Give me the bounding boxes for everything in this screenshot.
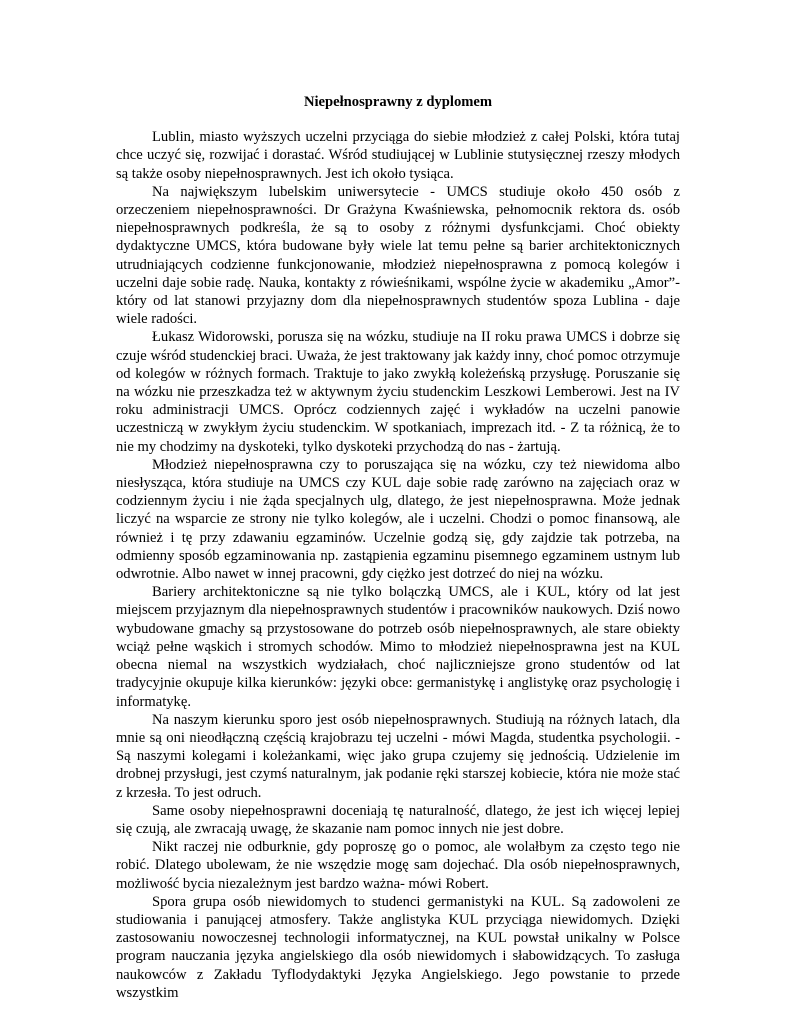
document-page [116, 93, 680, 1002]
paragraph-2: Na największym lubelskim uniwersytecie - UMCS studiuje około 450 osób z orzeczeniem niepełnosprawności. Dr Grażyna Kwaśniewska, pełnomocnik rektora ds. osób niepełnosprawnych podkreśla, że są to osoby z różnymi dysfunkcjami. Choć obiekty dydaktyczne UMCS, która budowane były wiele lat temu pełne są barier architektonicznych utrudniających codzienne funkcjonowanie, młodzież niepełnosprawna z pomocą kolegów i uczelni daje sobie radę. Nauka, kontakty z rówieśnikami, wspólne życie w akademiku „Amor”- który od lat stanowi przyjazny dom dla niepełnosprawnych studentów spoza Lublina - daje wiele radości. [116, 183, 680, 328]
paragraph-7: Same osoby niepełnosprawni doceniają tę naturalność, dlatego, że jest ich więcej lepiej się czują, ale zwracają uwagę, że skazanie nam pomoc innych nie jest dobre. [116, 802, 680, 837]
paragraph-5: Bariery architektoniczne są nie tylko bolączką UMCS, ale i KUL, który od lat jest miejscem przyjaznym dla niepełnosprawnych studentów i pracowników naukowych. Dziś nowo wybudowane gmachy są przystosowane do potrzeb osób niepełnosprawnych, ale stare obiekty wciąż pełne wąskich i stromych schodów. Mimo to młodzież niepełnosprawna jest na KUL obecna niemal na wszystkich wydziałach, choć najliczniejsze grono studentów od lat tradycyjnie okupuje kilka kierunków: języki obce: germanistykę i anglistykę oraz psychologię i informatykę. [116, 584, 680, 710]
paragraph-4: Młodzież niepełnosprawna czy to poruszająca się na wózku, czy też niewidoma albo niesłysząca, która studiuje na UMCS czy KUL daje sobie radę zarówno na zajęciach oraz w codziennym życiu i nie żąda specjalnych ulg, dlatego, że jest niepełnosprawna. Może jednak liczyć na wsparcie ze strony nie tylko kolegów, ale i uczelni. Chodzi o pomoc finansową, ale również i tę przy zdawaniu egzaminów. Uczelnie godzą się, gdy zajdzie tak potrzeba, na odmienny sposób egzaminowania np. zastąpienia egzaminu pisemnego egzaminem ustnym lub odwrotnie. Albo nawet w innej pracowni, gdy ciężko jest dotrzeć do niej na wózku. [116, 456, 680, 583]
paragraph-8: Nikt raczej nie odburknie, gdy poproszę go o pomoc, ale wolałbym za często tego nie robić. Dlatego ubolewam, że nie wszędzie mogę sam dojechać. Dla osób niepełnosprawnych, możliwość bycia niezależnym jest bardzo ważna- mówi Robert. [116, 839, 680, 892]
paragraph-6: Na naszym kierunku sporo jest osób niepełnosprawnych. Studiują na różnych latach, dla mnie są oni nieodłączną częścią krajobrazu tej uczelni - mówi Magda, studentka psychologii. - Są naszymi kolegami i koleżankami, więc jako grupa czujemy się jednością. Udzielenie im drobnej przysługi, jest czymś naturalnym, jak podanie ręki starszej kobiecie, która nie może stać z krzesła. To jest odruch. [116, 711, 680, 801]
paragraph-1: Lublin, miasto wyższych uczelni przyciąga do siebie młodzież z całej Polski, która tutaj chce uczyć się, rozwijać i dorastać. Wśród studiującej w Lublinie stutysięcznej rzeszy młodych są także osoby niepełnosprawnych. Jest ich około tysiąca. [116, 129, 680, 182]
paragraph-9: Spora grupa osób niewidomych to studenci germanistyki na KUL. Są zadowoleni ze studiowania i panującej atmosfery. Także anglistyka KUL przyciąga niewidomych. Dzięki zastosowaniu nowoczesnej technologii informatycznej, na KUL powstał unikalny w Polsce program nauczania języka angielskiego dla osób niewidomych i słabowidzących. To zasługa naukowców z Zakładu Tyflodydaktyki Języka Angielskiego. Jego powstanie to przede wszystkim [116, 893, 680, 1001]
paragraph-3: Łukasz Widorowski, porusza się na wózku, studiuje na II roku prawa UMCS i dobrze się czuje wśród studenckiej braci. Uważa, że jest traktowany jak każdy inny, choć pomoc otrzymuje od kolegów w różnych formach. Traktuje to jako zwykłą koleżeńską przysługę. Poruszanie się na wózku nie przeszkadza też w aktywnym życiu studenckim Leszkowi Lemberowi. Jest na IV roku administracji UMCS. Oprócz codziennych zajęć i wykładów na uczelni panowie uczestniczą w zwykłym życiu studenckim. W spotkaniach, imprezach itd. - Z ta różnicą, że to nie my chodzimy na dyskoteki, tylko dyskoteki przychodzą do nas - żartują. [116, 329, 680, 455]
document-title: Niepełnosprawny z dyplomem [303, 94, 493, 110]
